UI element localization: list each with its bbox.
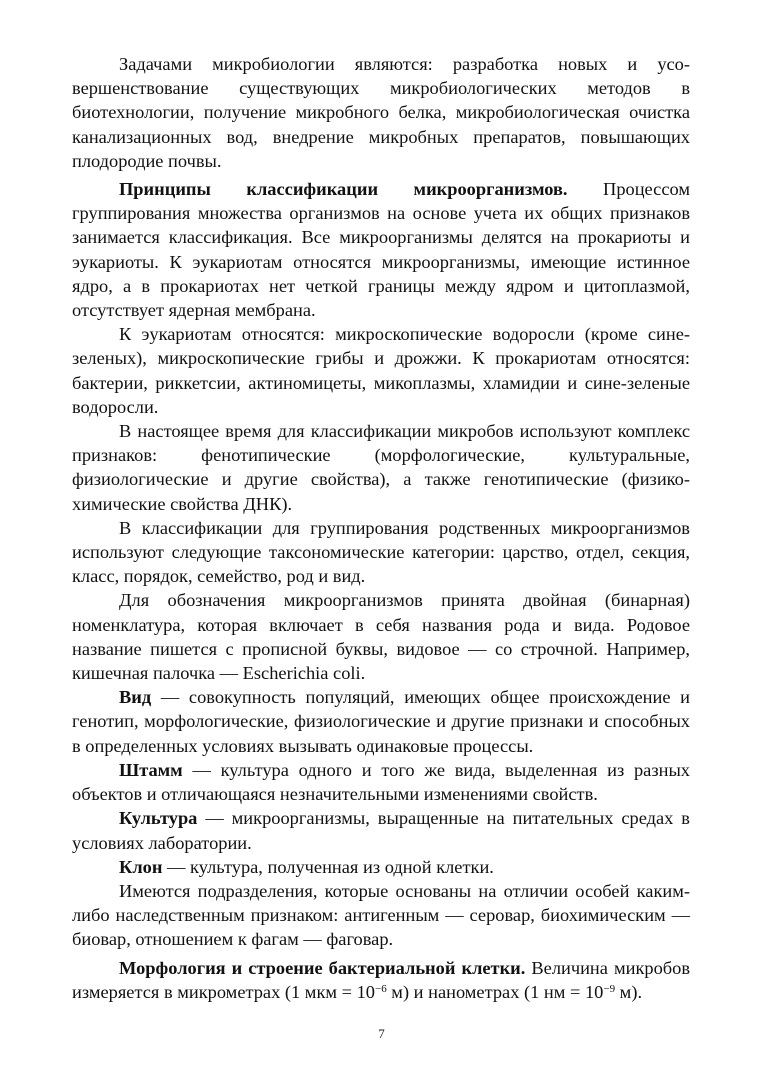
paragraph-text: — микроорганизмы, выращенные на питательных средах в условиях лаборатории. xyxy=(72,808,690,853)
paragraph-nomenclature: Для обозначения микроорганизмов принята двойная (бинарная) номенклатура, которая включает в себя названия рода и вида. Родовое название пишется с прописной буквы, видовое — со строчной. Например, кишечная палочка — Escherichia coli. xyxy=(72,590,690,684)
paragraph-tasks: Задачами микробиологии являются: разработка новых и усовершенствование существующих микробиологических методов в биотехнологии, получение микробного белка, микробиологическая очистка канализационных вод, внедрение микробных препаратов, повышающих плодородие почвы. xyxy=(72,54,690,171)
paragraph-text: — культура одного и того же вида, выделенная из разных объектов и отличающаяся незначительными изменениями свойств. xyxy=(72,759,690,805)
paragraph-culture xyxy=(72,806,690,854)
heading-classification-principles: Принципы классификации микроорганизмов. xyxy=(119,179,568,200)
paragraph-text: Величина микробов измеряется в микрометрах (1 мкм = 10 xyxy=(72,957,691,1002)
paragraph-taxonomy: В классификации для группирования родственных микроорганизмов используют следующие таксономические категории: царство, отдел, секция, класс, порядок, семейство, род и вид. xyxy=(72,517,690,587)
term-strain: Штамм xyxy=(119,759,183,780)
paragraph-eukaryotes: К эукариотам относятся: микроскопические водоросли (кроме сине-зеленых), микроскопические грибы и дрожжи. К прокариотам относятся: бактерии, риккетсии, актиномицеты, микоплазмы, хламидии и сине-зеленые водоросли. xyxy=(72,324,690,417)
paragraph-classification-principles xyxy=(72,177,690,322)
heading-morphology: Морфология и строение бактериальной клетки. xyxy=(119,957,526,978)
exponent: −6 xyxy=(374,982,387,995)
paragraph-text: Процессом группирования множества организмов на основе учета их общих признаков занимается классификация. Все микроорганизмы делятся на прокариоты и эукариоты. К эукариотам относятся микроорганизмы, имеющие истинное ядро, а в прокариотах нет четкой границы между ядром и цитоплазмой, отсутствует ядерная мембрана. xyxy=(72,179,690,321)
paragraph-morphology xyxy=(72,956,690,1004)
paragraph-text: м). xyxy=(615,981,643,1002)
paragraph-features: В настоящее время для классификации микробов используют комплекс признаков: фенотипические (морфологические, культуральные, физиологические и другие свойства), а также генотипические (физико-химические свойства ДНК). xyxy=(72,421,690,514)
term-clone: Клон xyxy=(119,856,163,877)
paragraph-subdivisions: Имеются подразделения, которые основаны на отличии особей каким-либо наследственным признаком: антигенным — серовар, биохимическим — биовар, отношением к фагам — фаговар. xyxy=(72,880,690,950)
exponent: −9 xyxy=(603,982,616,995)
paragraph-text: — совокупность популяций, имеющих общее происхождение и генотип, морфологические, физиологические и другие признаки и способных в определенных условиях вызывать одинаковые процессы. xyxy=(72,687,690,756)
page-number: 7 xyxy=(378,1026,385,1041)
paragraph-species xyxy=(72,685,690,758)
document-page xyxy=(72,52,690,1004)
paragraph-text: м) и нанометрах (1 нм = 10 xyxy=(386,981,604,1002)
term-culture: Культура xyxy=(119,808,198,829)
paragraph-clone xyxy=(72,855,690,879)
term-species: Вид xyxy=(119,687,152,708)
paragraph-text: — культура, полученная из одной клетки. xyxy=(162,856,494,877)
paragraph-strain xyxy=(72,758,690,806)
